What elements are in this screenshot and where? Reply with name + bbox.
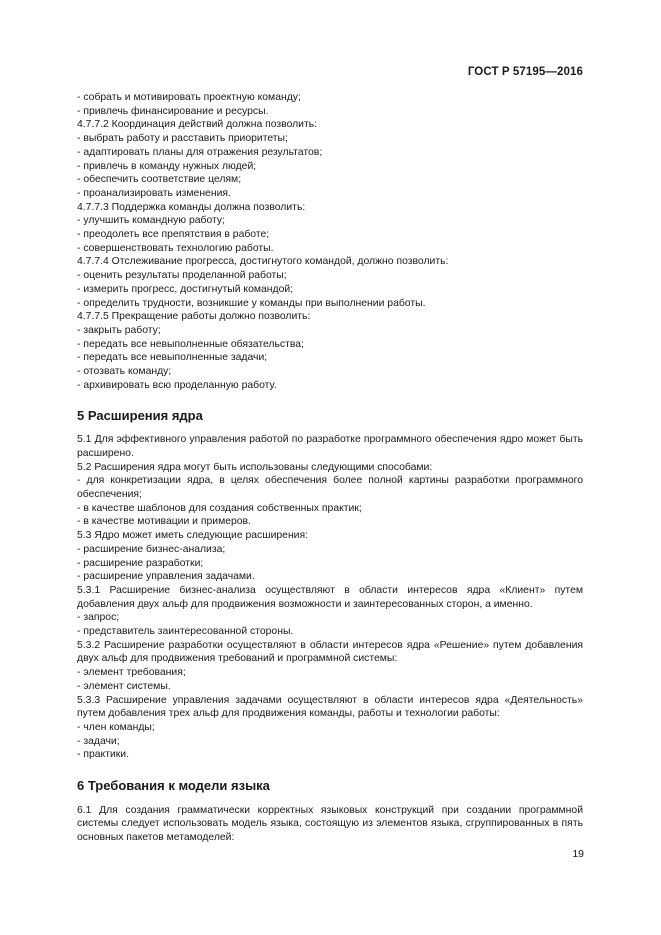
document-code: ГОСТ Р 57195—2016: [467, 66, 583, 78]
page-body: [77, 91, 583, 845]
list-item: - в качестве шаблонов для создания собственных практик;: [77, 502, 362, 514]
list-item: - архивировать всю проделанную работу.: [77, 379, 277, 391]
list-item: - член команды;: [77, 721, 155, 733]
paragraph: 5.1 Для эффективного управления работой по разработке программного обеспечения ядро может быть расширено.: [77, 434, 583, 459]
paragraph: 5.3 Ядро может иметь следующие расширения:: [77, 530, 309, 542]
list-item: - обеспечить соответствие целям;: [77, 174, 242, 186]
section-5-heading: 5 Расширения ядра: [77, 408, 203, 424]
list-item: - оценить результаты проделанной работы;: [77, 270, 287, 282]
subsection-heading: 4.7.7.5 Прекращение работы должно позволить:: [77, 311, 311, 323]
subsection-heading: 4.7.7.2 Координация действий должна позволить:: [77, 119, 318, 131]
section-6-heading: 6 Требования к модели языка: [77, 778, 270, 794]
list-item: - задачи;: [77, 735, 120, 747]
list-item: - расширение разработки;: [77, 557, 204, 569]
list-item: - измерить прогресс, достигнутый командой;: [77, 283, 294, 295]
list-item: - определить трудности, возникшие у команды при выполнении работы.: [77, 297, 426, 309]
list-item: - отозвать команду;: [77, 366, 172, 378]
paragraph: 5.2 Расширения ядра могут быть использованы следующими способами:: [77, 461, 433, 473]
list-item: - выбрать работу и расставить приоритеты;: [77, 133, 288, 145]
section-5-body: [77, 433, 583, 762]
paragraph: 5.3.3 Расширение управления задачами осуществляют в области интересов ядра «Деятельность» путем добавления трех альф для продвижения команды, работы и технологии работы:: [77, 694, 583, 720]
list-item: - практики.: [77, 749, 129, 761]
list-item: - в качестве мотивации и примеров.: [77, 516, 251, 528]
list-item: - привлечь в команду нужных людей;: [77, 160, 257, 172]
list-item: - совершенствовать технологию работы.: [77, 242, 274, 254]
list-item: - улучшить командную работу;: [77, 215, 225, 227]
list-item: - запрос;: [77, 612, 120, 624]
subsection-heading: 4.7.7.3 Поддержка команды должна позволить:: [77, 201, 306, 213]
list-item: - расширение управления задачами.: [77, 571, 255, 583]
list-item: - для конкретизации ядра, в целях обеспечения более полной картины разработки программного обеспечения;: [77, 475, 583, 500]
paragraph: 6.1 Для создания грамматически корректных языковых конструкций при создании программной системы следует использовать модель языка, состоящую из элементов языка, сгруппированных в пять основных пакетов метамоделей:: [77, 804, 583, 844]
list-item: - преодолеть все препятствия в работе;: [77, 229, 270, 241]
list-item: - передать все невыполненные обязательства;: [77, 338, 304, 350]
list-item: - расширение бизнес-анализа;: [77, 543, 226, 555]
page-number: 19: [572, 848, 584, 860]
list-item: - закрыть работу;: [77, 324, 161, 336]
list-item: - представитель заинтересованной стороны.: [77, 626, 294, 638]
paragraph: 5.3.2 Расширение разработки осуществляют в области интересов ядра «Решение» путем добавления двух альф для продвижения требований и программной системы:: [77, 639, 583, 665]
list-item: - элемент требования;: [77, 667, 186, 679]
list-item: - передать все невыполненные задачи;: [77, 352, 268, 364]
list-item: - собрать и мотивировать проектную команду;: [77, 92, 301, 103]
top-list: [77, 91, 583, 392]
list-item: - проанализировать изменения.: [77, 187, 231, 199]
list-item: - привлечь финансирование и ресурсы.: [77, 105, 269, 117]
list-item: - адаптировать планы для отражения результатов;: [77, 146, 323, 158]
list-item: - элемент системы.: [77, 680, 171, 692]
paragraph: 5.3.1 Расширение бизнес-анализа осуществляют в области интересов ядра «Клиент» путем добавления двух альф для продвижения возможности и заинтересованных сторон, а именно.: [77, 584, 583, 610]
subsection-heading: 4.7.7.4 Отслеживание прогресса, достигнутого командой, должно позволить:: [77, 256, 449, 268]
section-6-body: [77, 804, 583, 845]
